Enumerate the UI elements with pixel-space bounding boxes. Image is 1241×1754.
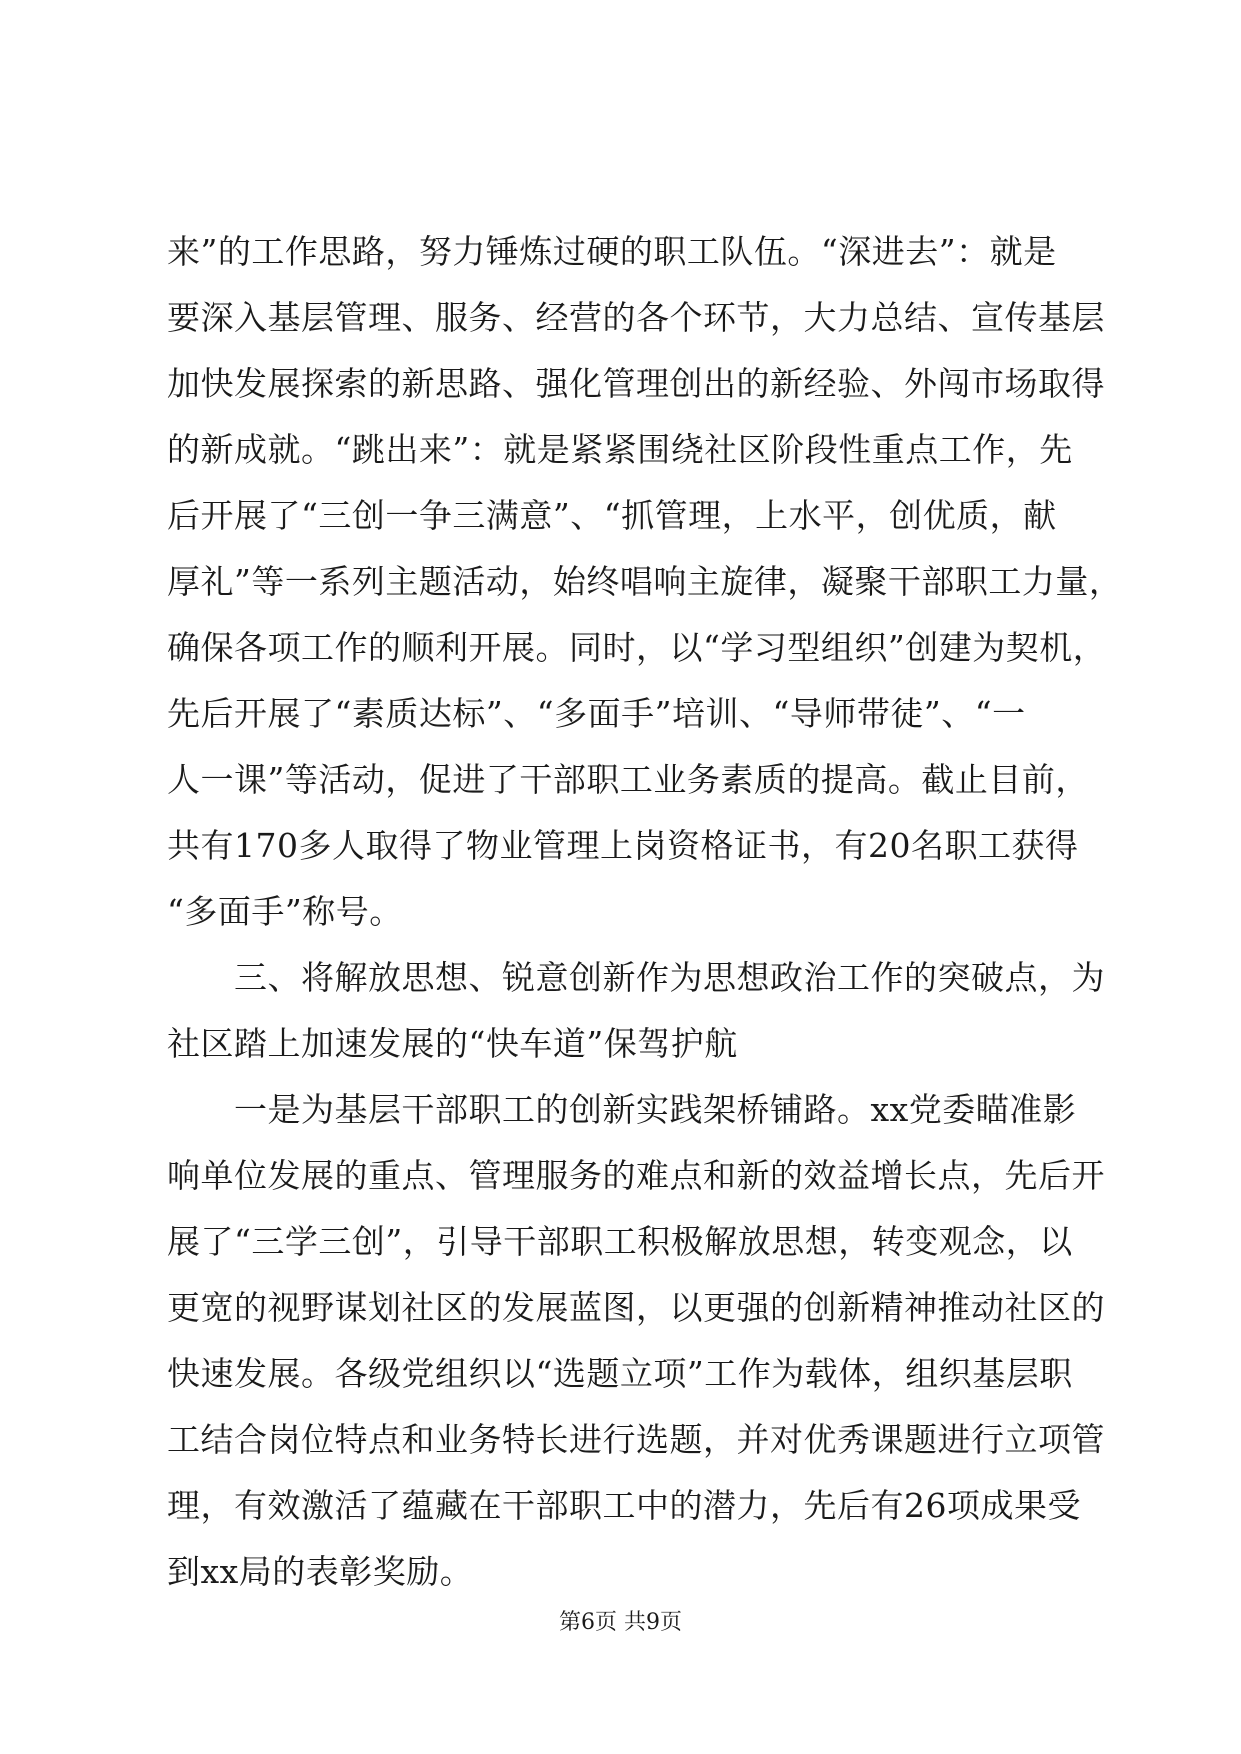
- text-line: 展了“三学三创”，引导干部职工积极解放思想，转变观念，以: [167, 1222, 1073, 1261]
- text-line: 共有170多人取得了物业管理上岗资格证书，有20名职工获得: [167, 826, 1079, 865]
- page-number-footer: 第6页 共9页: [559, 1610, 682, 1635]
- text-line: 响单位发展的重点、管理服务的难点和新的效益增长点，先后开: [167, 1156, 1105, 1195]
- text-line: 的新成就。“跳出来”：就是紧紧围绕社区阶段性重点工作，先: [167, 430, 1073, 469]
- text-line: 快速发展。各级党组织以“选题立项”工作为载体，组织基层职: [167, 1354, 1073, 1393]
- text-line: 更宽的视野谋划社区的发展蓝图，以更强的创新精神推动社区的: [167, 1288, 1105, 1327]
- text-line: 确保各项工作的顺利开展。同时，以“学习型组织”创建为契机，: [167, 628, 1107, 667]
- section-heading-line: 社区踏上加速发展的“快车道”保驾护航: [167, 1024, 738, 1063]
- text-line: 后开展了“三创一争三满意”、“抓管理，上水平，创优质，献: [167, 496, 1057, 535]
- text-line: 一是为基层干部职工的创新实践架桥铺路。xx党委瞄准影: [167, 1090, 1077, 1129]
- text-line: 来”的工作思路，努力锤炼过硬的职工队伍。“深进去”：就是: [167, 232, 1057, 271]
- text-line: 要深入基层管理、服务、经营的各个环节，大力总结、宣传基层: [167, 298, 1105, 337]
- text-line: “多面手”称号。: [167, 892, 403, 931]
- text-line: 理，有效激活了蕴藏在干部职工中的潜力，先后有26项成果受: [167, 1486, 1081, 1525]
- text-line: 到xx局的表彰奖励。: [167, 1552, 474, 1591]
- section-heading-line: 三、将解放思想、锐意创新作为思想政治工作的突破点，为: [167, 958, 1105, 997]
- text-line: 先后开展了“素质达标”、“多面手”培训、“导师带徒”、“一: [167, 694, 1026, 733]
- text-line: 人一课”等活动，促进了干部职工业务素质的提高。截止目前，: [167, 760, 1089, 799]
- text-line: 厚礼”等一系列主题活动，始终唱响主旋律，凝聚干部职工力量，: [167, 562, 1123, 601]
- text-line: 工结合岗位特点和业务特长进行选题，并对优秀课题进行立项管: [167, 1420, 1105, 1459]
- text-line: 加快发展探索的新思路、强化管理创出的新经验、外闯市场取得: [167, 364, 1105, 403]
